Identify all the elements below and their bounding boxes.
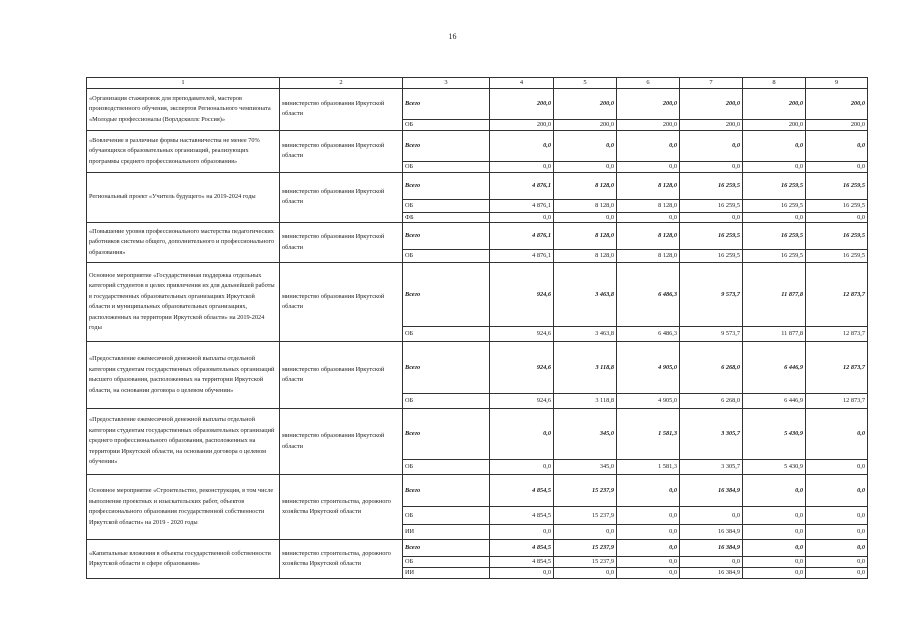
amount-cell: 16 259,5 <box>806 199 868 212</box>
amount-cell: 12 873,7 <box>806 263 868 327</box>
amount-cell: 16 259,5 <box>680 199 743 212</box>
amount-cell: 200,0 <box>617 119 680 130</box>
table-body <box>87 88 868 578</box>
amount-cell: 200,0 <box>617 88 680 119</box>
funding-source-cell: Всего <box>403 130 490 161</box>
amount-cell: 8 128,0 <box>617 172 680 199</box>
table-row <box>87 263 868 327</box>
amount-cell: 0,0 <box>806 409 868 460</box>
amount-cell: 15 237,9 <box>554 507 617 525</box>
activity-name-cell: «Вовлечение в различные формы наставничества не менее 70% обучающихся образовательных организаций, реализующих программы среднего профессионального образования» <box>87 130 280 172</box>
column-header: 3 <box>403 78 490 89</box>
amount-cell: 9 573,7 <box>680 263 743 327</box>
amount-cell: 6 486,3 <box>617 327 680 342</box>
amount-cell: 0,0 <box>617 475 680 507</box>
executor-cell: министерство образования Иркутской области <box>280 223 403 263</box>
table-row <box>87 409 868 460</box>
page-number: 16 <box>448 32 457 41</box>
amount-cell: 924,6 <box>490 263 554 327</box>
amount-cell: 0,0 <box>806 130 868 161</box>
amount-cell: 0,0 <box>490 212 554 222</box>
column-header: 2 <box>280 78 403 89</box>
amount-cell: 8 128,0 <box>554 223 617 250</box>
amount-cell: 0,0 <box>554 525 617 540</box>
executor-cell: министерство образования Иркутской области <box>280 130 403 172</box>
amount-cell: 0,0 <box>490 525 554 540</box>
amount-cell: 0,0 <box>490 130 554 161</box>
amount-cell: 0,0 <box>806 525 868 540</box>
executor-cell: министерство образования Иркутской области <box>280 172 403 222</box>
amount-cell: 12 873,7 <box>806 342 868 394</box>
funding-source-cell: Всего <box>403 342 490 394</box>
executor-cell: министерство образования Иркутской области <box>280 88 403 130</box>
amount-cell: 200,0 <box>743 88 806 119</box>
amount-cell: 0,0 <box>743 557 806 568</box>
funding-source-cell: ИИ <box>403 525 490 540</box>
executor-cell: министерство образования Иркутской области <box>280 263 403 342</box>
amount-cell: 200,0 <box>806 119 868 130</box>
amount-cell: 16 259,5 <box>743 199 806 212</box>
funding-source-cell: ОБ <box>403 394 490 409</box>
amount-cell: 0,0 <box>680 212 743 222</box>
amount-cell: 11 877,8 <box>743 327 806 342</box>
funding-source-cell: Всего <box>403 88 490 119</box>
amount-cell: 200,0 <box>490 88 554 119</box>
amount-cell: 0,0 <box>680 161 743 172</box>
amount-cell: 8 128,0 <box>617 199 680 212</box>
activity-name-cell: Региональный проект «Учитель будущего» на 2019-2024 годы <box>87 172 280 222</box>
amount-cell: 0,0 <box>743 130 806 161</box>
table-row <box>87 172 868 199</box>
amount-cell: 0,0 <box>617 212 680 222</box>
amount-cell: 200,0 <box>490 119 554 130</box>
amount-cell: 0,0 <box>743 525 806 540</box>
table-row <box>87 475 868 507</box>
funding-source-cell: ОБ <box>403 119 490 130</box>
amount-cell: 16 259,5 <box>680 172 743 199</box>
amount-cell: 0,0 <box>554 212 617 222</box>
column-header: 8 <box>743 78 806 89</box>
amount-cell: 8 128,0 <box>554 172 617 199</box>
activity-name-cell: Основное мероприятие «Строительство, реконструкция, в том числе выполнение проектных и изыскательских работ, объектов профессионального образования государственной собственности Иркутской области» на 2019 - 2020 годы <box>87 475 280 540</box>
column-header: 6 <box>617 78 680 89</box>
amount-cell: 16 384,9 <box>680 525 743 540</box>
amount-cell: 9 573,7 <box>680 327 743 342</box>
activity-name-cell: Основное мероприятие «Государственная поддержка отдельных категорий студентов в целях привлечения их для дальнейшей работы в государственных образовательных организациях Иркутской области и муниципальных образовательных организациях, расположенных на территории Иркутской области» на 2019-2024 годы <box>87 263 280 342</box>
amount-cell: 200,0 <box>554 119 617 130</box>
amount-cell: 0,0 <box>617 161 680 172</box>
amount-cell: 0,0 <box>743 507 806 525</box>
amount-cell: 0,0 <box>743 568 806 579</box>
amount-cell: 15 237,9 <box>554 557 617 568</box>
amount-cell: 0,0 <box>806 475 868 507</box>
table-row <box>87 223 868 250</box>
amount-cell: 3 463,8 <box>554 327 617 342</box>
amount-cell: 0,0 <box>806 568 868 579</box>
column-header: 9 <box>806 78 868 89</box>
amount-cell: 924,6 <box>490 394 554 409</box>
amount-cell: 0,0 <box>490 409 554 460</box>
amount-cell: 0,0 <box>743 212 806 222</box>
amount-cell: 0,0 <box>617 507 680 525</box>
activity-name-cell: «Капитальные вложения в объекты государственной собственности Иркутской области в сфере образования» <box>87 540 280 579</box>
funding-source-cell: Всего <box>403 540 490 557</box>
amount-cell: 16 259,5 <box>806 172 868 199</box>
amount-cell: 0,0 <box>806 212 868 222</box>
executor-cell: министерство образования Иркутской области <box>280 409 403 475</box>
amount-cell: 1 581,3 <box>617 460 680 475</box>
amount-cell: 924,6 <box>490 342 554 394</box>
amount-cell: 0,0 <box>743 475 806 507</box>
amount-cell: 8 128,0 <box>617 250 680 263</box>
amount-cell: 0,0 <box>617 568 680 579</box>
table-row <box>87 88 868 119</box>
amount-cell: 16 259,5 <box>806 250 868 263</box>
amount-cell: 16 384,9 <box>680 475 743 507</box>
funding-source-cell: ОБ <box>403 507 490 525</box>
amount-cell: 8 128,0 <box>554 250 617 263</box>
funding-source-cell: ОБ <box>403 161 490 172</box>
amount-cell: 15 237,9 <box>554 540 617 557</box>
amount-cell: 0,0 <box>490 568 554 579</box>
amount-cell: 6 268,0 <box>680 342 743 394</box>
funding-source-cell: ИИ <box>403 568 490 579</box>
amount-cell: 16 259,5 <box>680 250 743 263</box>
amount-cell: 0,0 <box>617 540 680 557</box>
amount-cell: 3 463,8 <box>554 263 617 327</box>
amount-cell: 0,0 <box>617 557 680 568</box>
funding-source-cell: ОБ <box>403 199 490 212</box>
column-header: 5 <box>554 78 617 89</box>
amount-cell: 11 877,8 <box>743 263 806 327</box>
amount-cell: 8 128,0 <box>617 223 680 250</box>
amount-cell: 0,0 <box>806 507 868 525</box>
amount-cell: 16 259,5 <box>743 223 806 250</box>
amount-cell: 0,0 <box>743 161 806 172</box>
amount-cell: 12 873,7 <box>806 327 868 342</box>
table-row <box>87 540 868 557</box>
amount-cell: 4 905,0 <box>617 394 680 409</box>
amount-cell: 0,0 <box>806 557 868 568</box>
table-row <box>87 130 868 161</box>
funding-source-cell: Всего <box>403 409 490 460</box>
activity-name-cell: «Предоставление ежемесячной денежной выплаты отдельной категории студентам государственных образовательных организаций среднего профессионального образования, расположенных на территории Иркутской области, на основании договора о целевом обучении» <box>87 409 280 475</box>
amount-cell: 4 854,5 <box>490 475 554 507</box>
funding-source-cell: ФБ <box>403 212 490 222</box>
amount-cell: 4 876,1 <box>490 250 554 263</box>
amount-cell: 16 259,5 <box>806 223 868 250</box>
amount-cell: 345,0 <box>554 460 617 475</box>
amount-cell: 3 305,7 <box>680 409 743 460</box>
amount-cell: 0,0 <box>617 130 680 161</box>
executor-cell: министерство строительства, дорожного хозяйства Иркутской области <box>280 475 403 540</box>
amount-cell: 6 446,9 <box>743 394 806 409</box>
amount-cell: 200,0 <box>680 88 743 119</box>
funding-source-cell: ОБ <box>403 327 490 342</box>
amount-cell: 16 259,5 <box>743 250 806 263</box>
amount-cell: 200,0 <box>743 119 806 130</box>
activity-name-cell: «Организация стажировок для преподавателей, мастеров производственного обучения, экспертов Регионального чемпионата «Молодые профессионалы (Ворлдскиллс Россия)» <box>87 88 280 130</box>
amount-cell: 0,0 <box>806 540 868 557</box>
amount-cell: 200,0 <box>554 88 617 119</box>
amount-cell: 4 876,1 <box>490 223 554 250</box>
funding-source-cell: Всего <box>403 172 490 199</box>
executor-cell: министерство строительства, дорожного хозяйства Иркутской области <box>280 540 403 579</box>
amount-cell: 0,0 <box>554 568 617 579</box>
column-header: 7 <box>680 78 743 89</box>
amount-cell: 200,0 <box>806 88 868 119</box>
amount-cell: 6 486,3 <box>617 263 680 327</box>
funding-source-cell: ОБ <box>403 557 490 568</box>
amount-cell: 0,0 <box>617 525 680 540</box>
amount-cell: 0,0 <box>490 161 554 172</box>
amount-cell: 0,0 <box>554 161 617 172</box>
amount-cell: 6 268,0 <box>680 394 743 409</box>
amount-cell: 0,0 <box>680 507 743 525</box>
amount-cell: 1 581,3 <box>617 409 680 460</box>
amount-cell: 200,0 <box>680 119 743 130</box>
amount-cell: 0,0 <box>490 460 554 475</box>
amount-cell: 3 305,7 <box>680 460 743 475</box>
funding-source-cell: Всего <box>403 223 490 250</box>
amount-cell: 0,0 <box>554 130 617 161</box>
amount-cell: 4 854,5 <box>490 507 554 525</box>
amount-cell: 5 430,9 <box>743 460 806 475</box>
amount-cell: 4 854,5 <box>490 557 554 568</box>
amount-cell: 5 430,9 <box>743 409 806 460</box>
activity-name-cell: «Повышение уровня профессионального мастерства педагогических работников системы общего, дополнительного и профессионального образования» <box>87 223 280 263</box>
amount-cell: 4 876,1 <box>490 199 554 212</box>
funding-source-cell: Всего <box>403 263 490 327</box>
amount-cell: 16 384,9 <box>680 540 743 557</box>
column-header: 1 <box>87 78 280 89</box>
amount-cell: 16 384,9 <box>680 568 743 579</box>
amount-cell: 4 854,5 <box>490 540 554 557</box>
amount-cell: 3 118,8 <box>554 394 617 409</box>
amount-cell: 16 259,5 <box>743 172 806 199</box>
executor-cell: министерство образования Иркутской области <box>280 342 403 409</box>
amount-cell: 924,6 <box>490 327 554 342</box>
amount-cell: 8 128,0 <box>554 199 617 212</box>
table-row <box>87 342 868 394</box>
amount-cell: 16 259,5 <box>680 223 743 250</box>
amount-cell: 0,0 <box>806 460 868 475</box>
amount-cell: 12 873,7 <box>806 394 868 409</box>
funding-source-cell: Всего <box>403 475 490 507</box>
amount-cell: 4 905,0 <box>617 342 680 394</box>
column-header: 4 <box>490 78 554 89</box>
activity-name-cell: «Предоставление ежемесячной денежной выплаты отдельной категории студентам государственных образовательных организаций высшего образования, расположенных на территории Иркутской области, на основании договора о целевом обучении» <box>87 342 280 409</box>
budget-table <box>86 77 868 579</box>
funding-source-cell: ОБ <box>403 250 490 263</box>
amount-cell: 3 118,8 <box>554 342 617 394</box>
table-header-row <box>87 78 868 89</box>
amount-cell: 4 876,1 <box>490 172 554 199</box>
amount-cell: 15 237,9 <box>554 475 617 507</box>
funding-source-cell: ОБ <box>403 460 490 475</box>
amount-cell: 0,0 <box>680 130 743 161</box>
amount-cell: 0,0 <box>743 540 806 557</box>
amount-cell: 0,0 <box>806 161 868 172</box>
amount-cell: 6 446,9 <box>743 342 806 394</box>
amount-cell: 0,0 <box>680 557 743 568</box>
amount-cell: 345,0 <box>554 409 617 460</box>
